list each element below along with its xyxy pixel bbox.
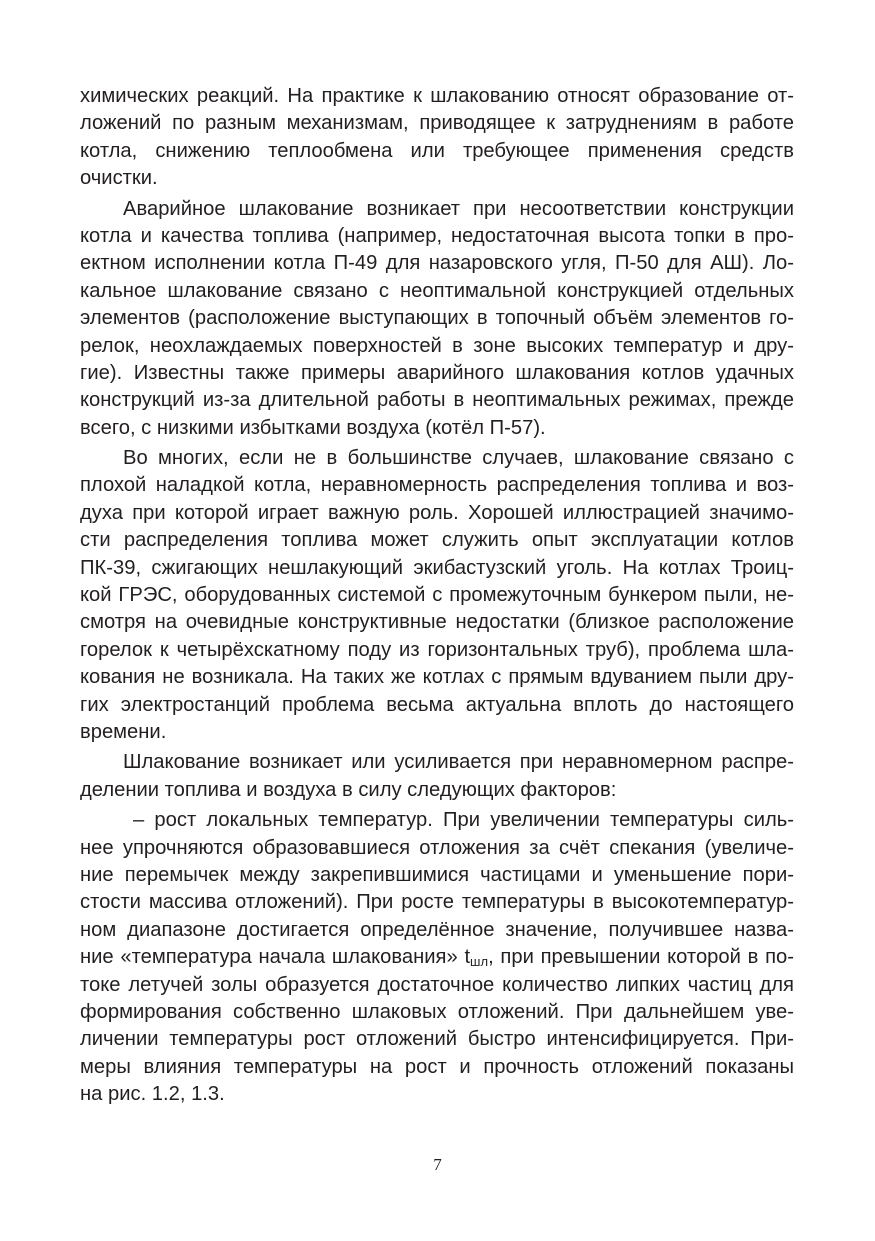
text-line: котла и качества топлива (например, недостаточная высота топки в про- [80,224,794,247]
body-text [80,83,794,1108]
text-line: Аварийное шлакование возникает при несоответствии конструкции [123,197,794,220]
temperature-symbol: t [464,946,471,969]
text-line: ние перемычек между закрепившимися частицами и уменьшение пори- [80,863,794,886]
text-line: делении топлива и воздуха в силу следующих факторов: [80,778,617,801]
text-line: кования не возникала. На таких же котлах с прямым вдуванием пыли дру- [80,666,794,689]
text-line: духа при которой играет важную роль. Хорошей иллюстрацией значимо- [80,501,794,524]
page-number: 7 [433,1155,442,1174]
text-line: всего, с низкими избытками воздуха (котёл П-57). [80,416,546,439]
text-line: стости массива отложений). При росте температуры в высокотемператур- [80,891,794,914]
text-line: формирования собственно шлаковых отложений. При дальнейшем уве- [80,1000,794,1023]
list-item-line: – рост локальных температур. При увеличении температуры силь- [133,809,794,832]
text-line: сти распределения топлива может служить опыт эксплуатации котлов [80,529,794,552]
text-line: личении температуры рост отложений быстро интенсифицируется. При- [80,1028,794,1051]
text-line: Во многих, если не в большинстве случаев, шлакование связано с [123,447,794,470]
text-line: релок, неохлаждаемых поверхностей в зоне высоких температур и дру- [80,334,794,357]
formula-line-after: , при превышении которой в по- [488,946,794,969]
text-line: нее упрочняются образовавшиеся отложения за счёт спекания (увеличе- [80,836,794,859]
text-line: элементов (расположение выступающих в топочный объём элементов го- [80,307,794,330]
text-line: ложений по разным механизмам, приводящее к затруднениям в работе [80,112,794,135]
text-line: плохой наладкой котла, неравномерность распределения топлива и воз- [80,474,794,497]
text-line: ПК-39, сжигающих нешлакующий экибастузский уголь. На котлах Троиц- [80,556,794,579]
text-line: химических реакций. На практике к шлакованию относят образование от- [80,85,794,107]
text-line: гих электростанций проблема весьма актуальна вплоть до настоящего [80,693,794,716]
text-line: котла, снижению теплообмена или требующее применения средств [80,139,794,162]
text-line: смотря на очевидные конструктивные недостатки (близкое расположение [80,611,794,634]
text-line: кой ГРЭС, оборудованных системой с промежуточным бункером пыли, не- [80,584,794,607]
text-line: меры влияния температуры на рост и прочность отложений показаны [80,1055,794,1078]
formula-line [80,944,794,971]
text-line: гие). Известны также примеры аварийного шлакования котлов удачных [80,361,794,384]
text-line: очистки. [80,167,158,190]
text-line: времени. [80,720,167,743]
text-line: горелок к четырёхскатному поду из горизонтальных труб), проблема шла- [80,638,794,661]
text-line: кальное шлакование связано с неоптимальной конструкцией отдельных [80,279,794,302]
temperature-subscript: шл [470,954,489,970]
text-line: на рис. 1.2, 1.3. [80,1083,225,1106]
text-line: ном диапазоне достигается определённое значение, получившее назва- [80,918,794,941]
formula-line-before: ние «температура начала шлакования» [80,946,465,969]
text-line: токе летучей золы образуется достаточное количество липких частиц для [80,973,794,996]
text-line: Шлакование возникает или усиливается при неравномерном распре- [123,751,794,774]
text-line: ектном исполнении котла П-49 для назаровского угля, П-50 для АШ). Ло- [80,252,794,275]
text-line: конструкций из-за длительной работы в неоптимальных режимах, прежде [80,389,794,412]
